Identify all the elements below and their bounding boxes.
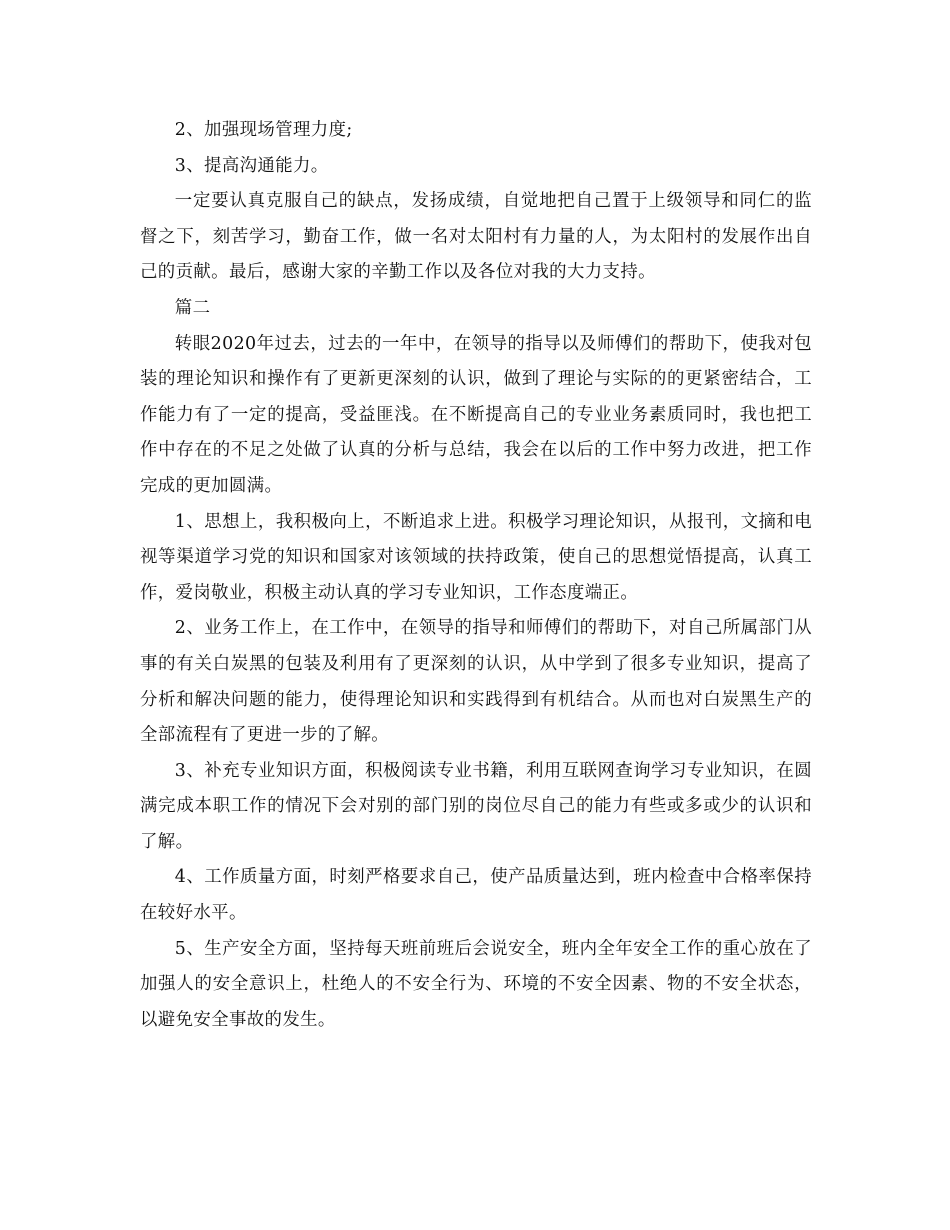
paragraph-item-3: 3、提高沟通能力。: [174, 155, 329, 176]
paragraph-knowledge: 3、补充专业知识方面，积极阅读专业书籍，利用互联网查询学习专业知识，在圆满完成本职工作的情况下会对别的部门别的岗位尽自己的能力有些或多或少的认识和了解。: [140, 760, 812, 852]
paragraph-conclusion: 一定要认真克服自己的缺点，发扬成绩，自觉地把自己置于上级领导和同仁的监督之下，刻苦学习，勤奋工作，做一名对太阳村有力量的人，为太阳村的发展作出自己的贡献。最后，感谢大家的辛勤工作以及各位对我的大力支持。: [140, 191, 812, 283]
paragraph-safety: 5、生产安全方面，坚持每天班前班后会说安全，班内全年安全工作的重心放在了加强人的安全意识上，杜绝人的不安全行为、环境的不安全因素、物的不安全状态，以避免安全事故的发生。: [140, 938, 812, 1030]
paragraph-work: 2、业务工作上，在工作中，在领导的指导和师傅们的帮助下，对自己所属部门从事的有关白炭黑的包装及利用有了更深刻的认识，从中学到了很多专业知识，提高了分析和解决问题的能力，使得理论知识和实践得到有机结合。从而也对白炭黑生产的全部流程有了更进一步的了解。: [140, 618, 812, 746]
paragraph-quality: 4、工作质量方面，时刻严格要求自己，使产品质量达到，班内检查中合格率保持在较好水平。: [140, 867, 812, 924]
paragraph-thought: 1、思想上，我积极向上，不断追求上进。积极学习理论知识，从报刊，文摘和电视等渠道学习党的知识和国家对该领域的扶持政策，使自己的思想觉悟提高，认真工作，爱岗敬业，积极主动认真的学习专业知识，工作态度端正。: [140, 511, 812, 603]
paragraph-intro: 转眼2020年过去，过去的一年中，在领导的指导以及师傅们的帮助下，使我对包装的理论知识和操作有了更新更深刻的认识，做到了理论与实际的的更紧密结合，工作能力有了一定的提高，受益匪浅。在不断提高自己的专业业务素质同时，我也把工作中存在的不足之处做了认真的分析与总结，我会在以后的工作中努力改进，把工作完成的更加圆满。: [140, 333, 812, 496]
paragraph-item-2: 2、加强现场管理力度;: [174, 120, 353, 140]
document-body: [140, 113, 812, 1038]
section-heading: 篇二: [174, 297, 211, 318]
